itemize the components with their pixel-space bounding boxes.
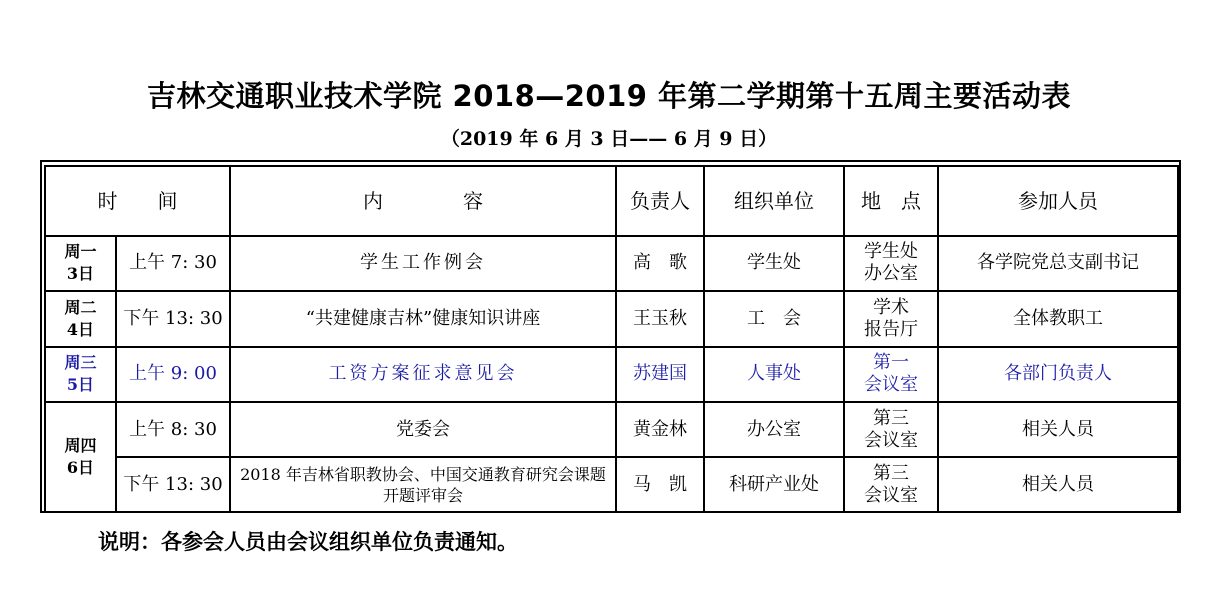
place-cell: 第三 会议室 bbox=[844, 402, 938, 457]
time-cell: 上午 7: 30 bbox=[116, 236, 230, 291]
org-cell: 科研产业处 bbox=[704, 457, 844, 512]
owner-cell: 苏建国 bbox=[616, 347, 704, 402]
org-cell: 工 会 bbox=[704, 291, 844, 346]
content-cell: “共建健康吉林”健康知识讲座 bbox=[230, 291, 616, 346]
header-owner: 负责人 bbox=[616, 166, 704, 236]
activity-table bbox=[44, 165, 1179, 513]
org-cell: 人事处 bbox=[704, 347, 844, 402]
owner-cell: 高 歌 bbox=[616, 236, 704, 291]
footnote: 说明：各参会人员由会议组织单位负责通知。 bbox=[98, 530, 518, 554]
page-title: 吉林交通职业技术学院 2018—2019 年第二学期第十五周主要活动表 bbox=[146, 79, 1072, 113]
header-time: 时 间 bbox=[45, 166, 230, 236]
participants-cell: 全体教职工 bbox=[938, 291, 1178, 346]
time-cell: 上午 8: 30 bbox=[116, 402, 230, 457]
header-content: 内 容 bbox=[230, 166, 616, 236]
day-cell: 周四 6日 bbox=[45, 402, 116, 512]
day-cell: 周一 3日 bbox=[45, 236, 116, 291]
participants-cell: 各学院党总支副书记 bbox=[938, 236, 1178, 291]
participants-cell: 相关人员 bbox=[938, 402, 1178, 457]
table-header-row bbox=[45, 166, 1178, 236]
table-row-highlighted bbox=[45, 347, 1178, 402]
org-cell: 学生处 bbox=[704, 236, 844, 291]
day-cell: 周三 5日 bbox=[45, 347, 116, 402]
header-participants: 参加人员 bbox=[938, 166, 1178, 236]
table-row bbox=[45, 236, 1178, 291]
place-cell: 学生处 办公室 bbox=[844, 236, 938, 291]
place-cell: 第一 会议室 bbox=[844, 347, 938, 402]
time-cell: 上午 9: 00 bbox=[116, 347, 230, 402]
participants-cell: 相关人员 bbox=[938, 457, 1178, 512]
content-cell: 党委会 bbox=[230, 402, 616, 457]
org-cell: 办公室 bbox=[704, 402, 844, 457]
table-row bbox=[45, 402, 1178, 457]
content-cell: 2018 年吉林省职教协会、中国交通教育研究会课题开题评审会 bbox=[230, 457, 616, 512]
date-range: （2019 年 6 月 3 日—— 6 月 9 日） bbox=[440, 128, 778, 150]
header-org: 组织单位 bbox=[704, 166, 844, 236]
owner-cell: 黄金林 bbox=[616, 402, 704, 457]
owner-cell: 王玉秋 bbox=[616, 291, 704, 346]
day-cell: 周二 4日 bbox=[45, 291, 116, 346]
content-cell: 学生工作例会 bbox=[230, 236, 616, 291]
time-cell: 下午 13: 30 bbox=[116, 457, 230, 512]
place-cell: 第三 会议室 bbox=[844, 457, 938, 512]
time-cell: 下午 13: 30 bbox=[116, 291, 230, 346]
table-row bbox=[45, 457, 1178, 512]
content-cell: 工资方案征求意见会 bbox=[230, 347, 616, 402]
participants-cell: 各部门负责人 bbox=[938, 347, 1178, 402]
table-row bbox=[45, 291, 1178, 346]
header-place: 地 点 bbox=[844, 166, 938, 236]
place-cell: 学术 报告厅 bbox=[844, 291, 938, 346]
owner-cell: 马 凯 bbox=[616, 457, 704, 512]
